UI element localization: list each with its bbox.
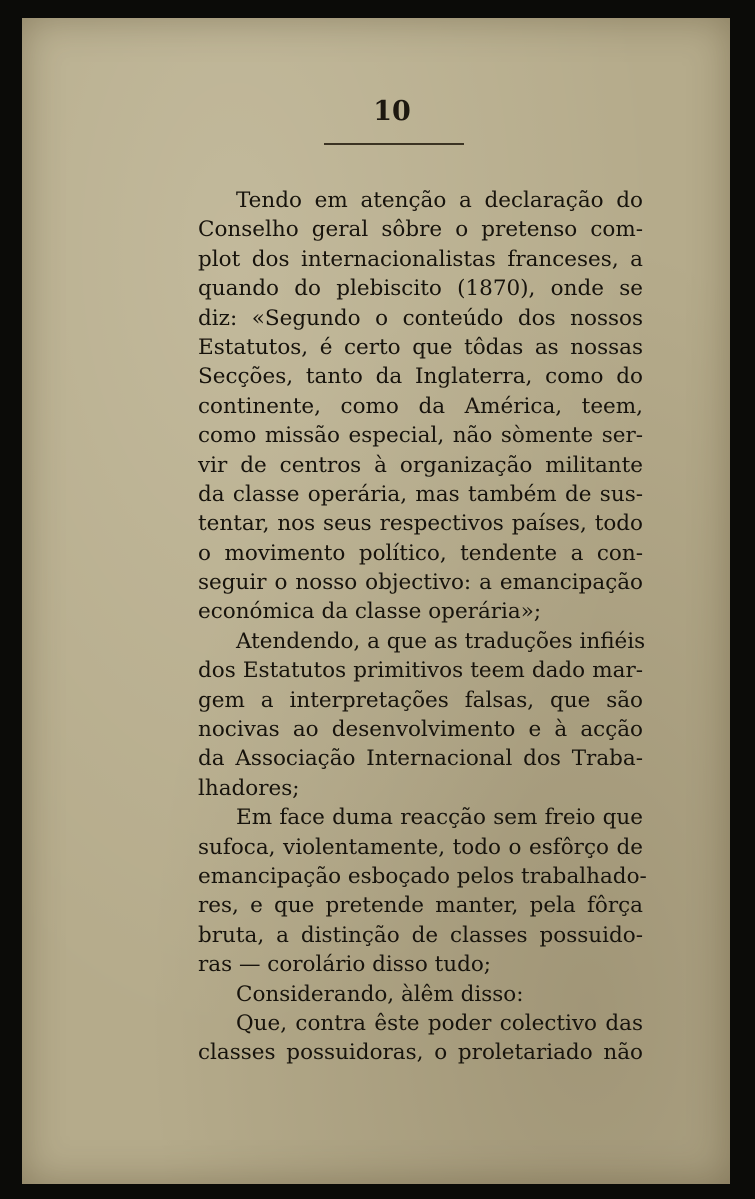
text-line: plot dos internacionalistas franceses, a xyxy=(198,246,643,272)
text-line: Secções, tanto da Inglaterra, como do xyxy=(198,364,643,390)
text-line: o movimento político, tendente a con- xyxy=(198,540,643,566)
text-line: vir de centros à organização militante xyxy=(198,452,643,478)
body-text xyxy=(198,186,647,1068)
text-line: da Associação Internacional dos Traba- xyxy=(198,746,643,772)
text-line: económica da classe operária»; xyxy=(198,599,542,625)
text-line: Que, contra êste poder colectivo das xyxy=(236,1010,643,1036)
text-line: Conselho geral sôbre o pretenso com- xyxy=(198,217,643,243)
text-line: classes possuidoras, o proletariado não xyxy=(198,1040,643,1066)
text-line: gem a interpretações falsas, que são xyxy=(198,687,643,713)
text-line: Em face duma reacção sem freio que xyxy=(236,805,643,831)
text-line: tentar, nos seus respectivos países, todo xyxy=(198,511,643,537)
book-page xyxy=(22,18,730,1184)
text-line: lhadores; xyxy=(198,775,300,801)
text-line: continente, como da América, teem, xyxy=(198,393,643,419)
text-line: emancipação esboçado pelos trabalhado- xyxy=(198,863,647,889)
text-line: quando do plebiscito (1870), onde se xyxy=(198,276,643,302)
text-line: res, e que pretende manter, pela fôrça xyxy=(198,893,643,919)
text-line: Estatutos, é certo que tôdas as nossas xyxy=(198,334,643,360)
text-line: sufoca, violentamente, todo o esfôrço de xyxy=(198,834,643,860)
text-line: diz: «Segundo o conteúdo dos nossos xyxy=(198,305,643,331)
text-line: Atendendo, a que as traduções infiéis xyxy=(236,628,646,654)
text-line: ras — corolário disso tudo; xyxy=(198,952,492,978)
text-line: bruta, a distinção de classes possuido- xyxy=(198,922,643,948)
text-line: seguir o nosso objectivo: a emancipação xyxy=(198,570,643,596)
text-line: da classe operária, mas também de sus- xyxy=(198,481,643,507)
text-line: como missão especial, não sòmente ser- xyxy=(198,423,643,449)
text-line: dos Estatutos primitivos teem dado mar- xyxy=(198,658,643,684)
text-line: Considerando, àlêm disso: xyxy=(236,981,524,1007)
page-number: 10 xyxy=(373,96,411,127)
text-line: Tendo em atenção a declaração do xyxy=(236,188,643,213)
header-rule xyxy=(324,143,464,145)
text-line: nocivas ao desenvolvimento e à acção xyxy=(198,717,643,743)
